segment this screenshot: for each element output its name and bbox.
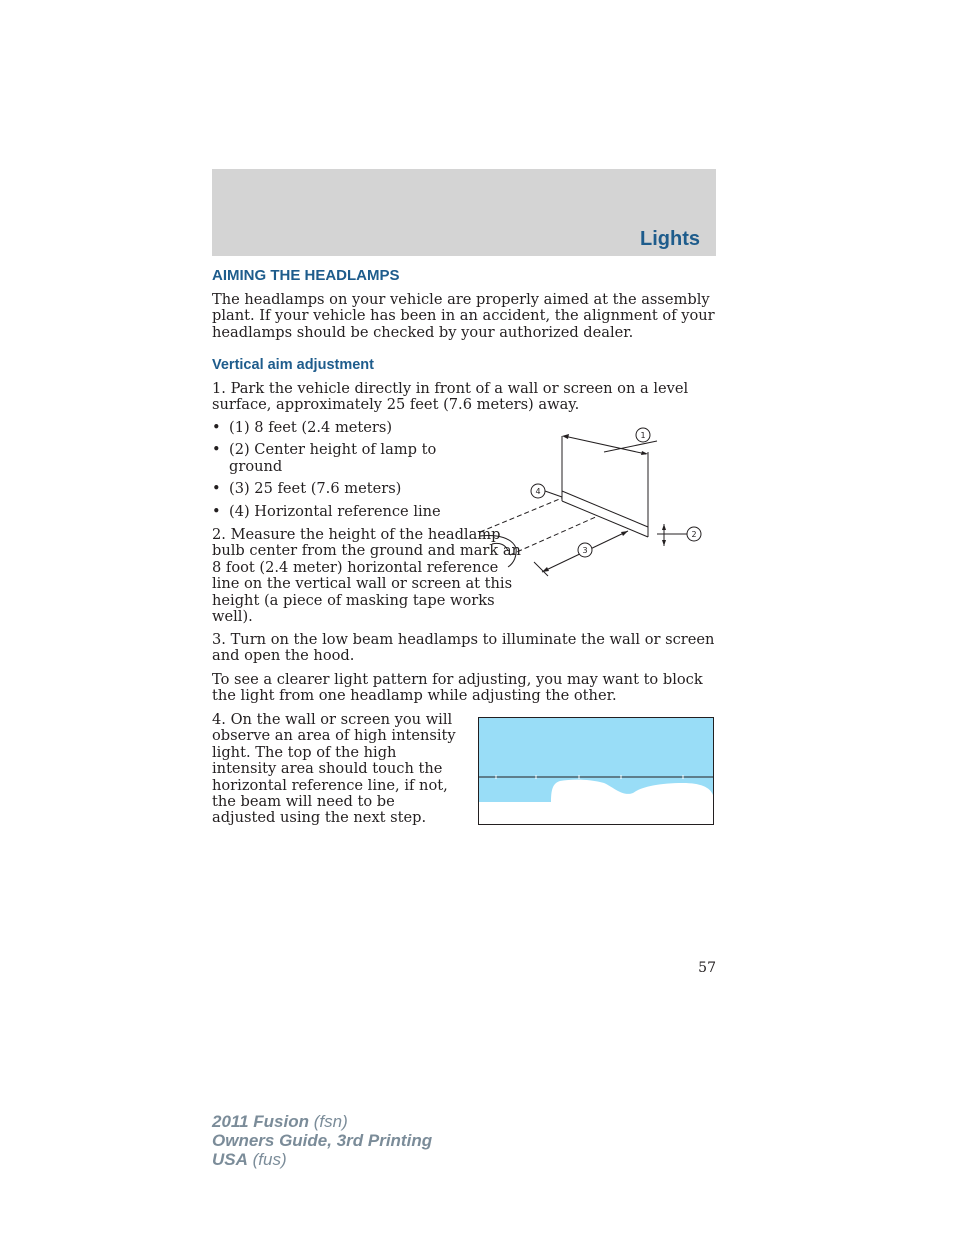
step-3-paragraph: 3. Turn on the low beam headlamps to illuminate the wall or screen and open the hood. (212, 631, 715, 665)
footer-model: 2011 Fusion (212, 1112, 309, 1131)
footer-market: USA (212, 1150, 248, 1169)
footer-market-code: (fus) (252, 1150, 287, 1169)
step-4-paragraph: 4. On the wall or screen you will observe an area of high intensity light. The top of the high intensity area should touch the horizontal reference line, if not, the beam will need to be adjusted using the next step. (212, 711, 456, 827)
list-item: • (3) 25 feet (7.6 meters) (212, 481, 462, 497)
arrow-head (562, 434, 569, 439)
step-2-paragraph: 2. Measure the height of the headlamp bulb center from the ground and mark an 8 foot (2.4 meter) horizontal reference line on the vertical wall or screen at this height (a piece of masking tape works well). (212, 526, 521, 626)
list-item: • (4) Horizontal reference line (212, 504, 462, 520)
wall-base-line (562, 501, 648, 537)
footer-line-2 (212, 1131, 432, 1150)
arrow-head (662, 540, 666, 546)
arrow-head (641, 451, 648, 455)
callout-4-label: 4 (535, 487, 541, 496)
footer-line-1 (212, 1112, 432, 1131)
arrow-head (621, 531, 628, 536)
footer-guide: Owners Guide, 3rd Printing (212, 1131, 433, 1150)
arrow-head (662, 524, 666, 530)
footer-model-code: (fsn) (313, 1112, 348, 1131)
callout-2-label: 2 (691, 530, 697, 539)
main-heading: AIMING THE HEADLAMPS (212, 267, 400, 284)
document-footer (212, 1112, 432, 1169)
horizontal-reference-line (562, 491, 648, 527)
list-item: • (1) 8 feet (2.4 meters) (212, 420, 462, 436)
list-item: • (2) Center height of lamp to ground (212, 442, 462, 475)
leader-line-4 (545, 491, 562, 497)
step-1-paragraph: 1. Park the vehicle directly in front of a wall or screen on a level surface, approximately 25 feet (7.6 meters) away. (212, 380, 689, 414)
callout-3-label: 3 (582, 546, 588, 555)
intro-paragraph: The headlamps on your vehicle are properly aimed at the assembly plant. If your vehicle has been in an accident, the alignment of your headlamps should be checked by your authorized dealer. (212, 291, 715, 341)
callout-1-label: 1 (640, 431, 646, 440)
page-number: 57 (698, 960, 716, 976)
footer-line-3 (212, 1150, 432, 1169)
measurement-list (212, 420, 462, 526)
tip-paragraph: To see a clearer light pattern for adjusting, you may want to block the light from one headlamp while adjusting the other. (212, 671, 703, 705)
light-pattern-illustration (478, 717, 714, 825)
section-title: Lights (640, 228, 700, 250)
section-header-band (212, 169, 716, 256)
subheading: Vertical aim adjustment (212, 357, 374, 373)
